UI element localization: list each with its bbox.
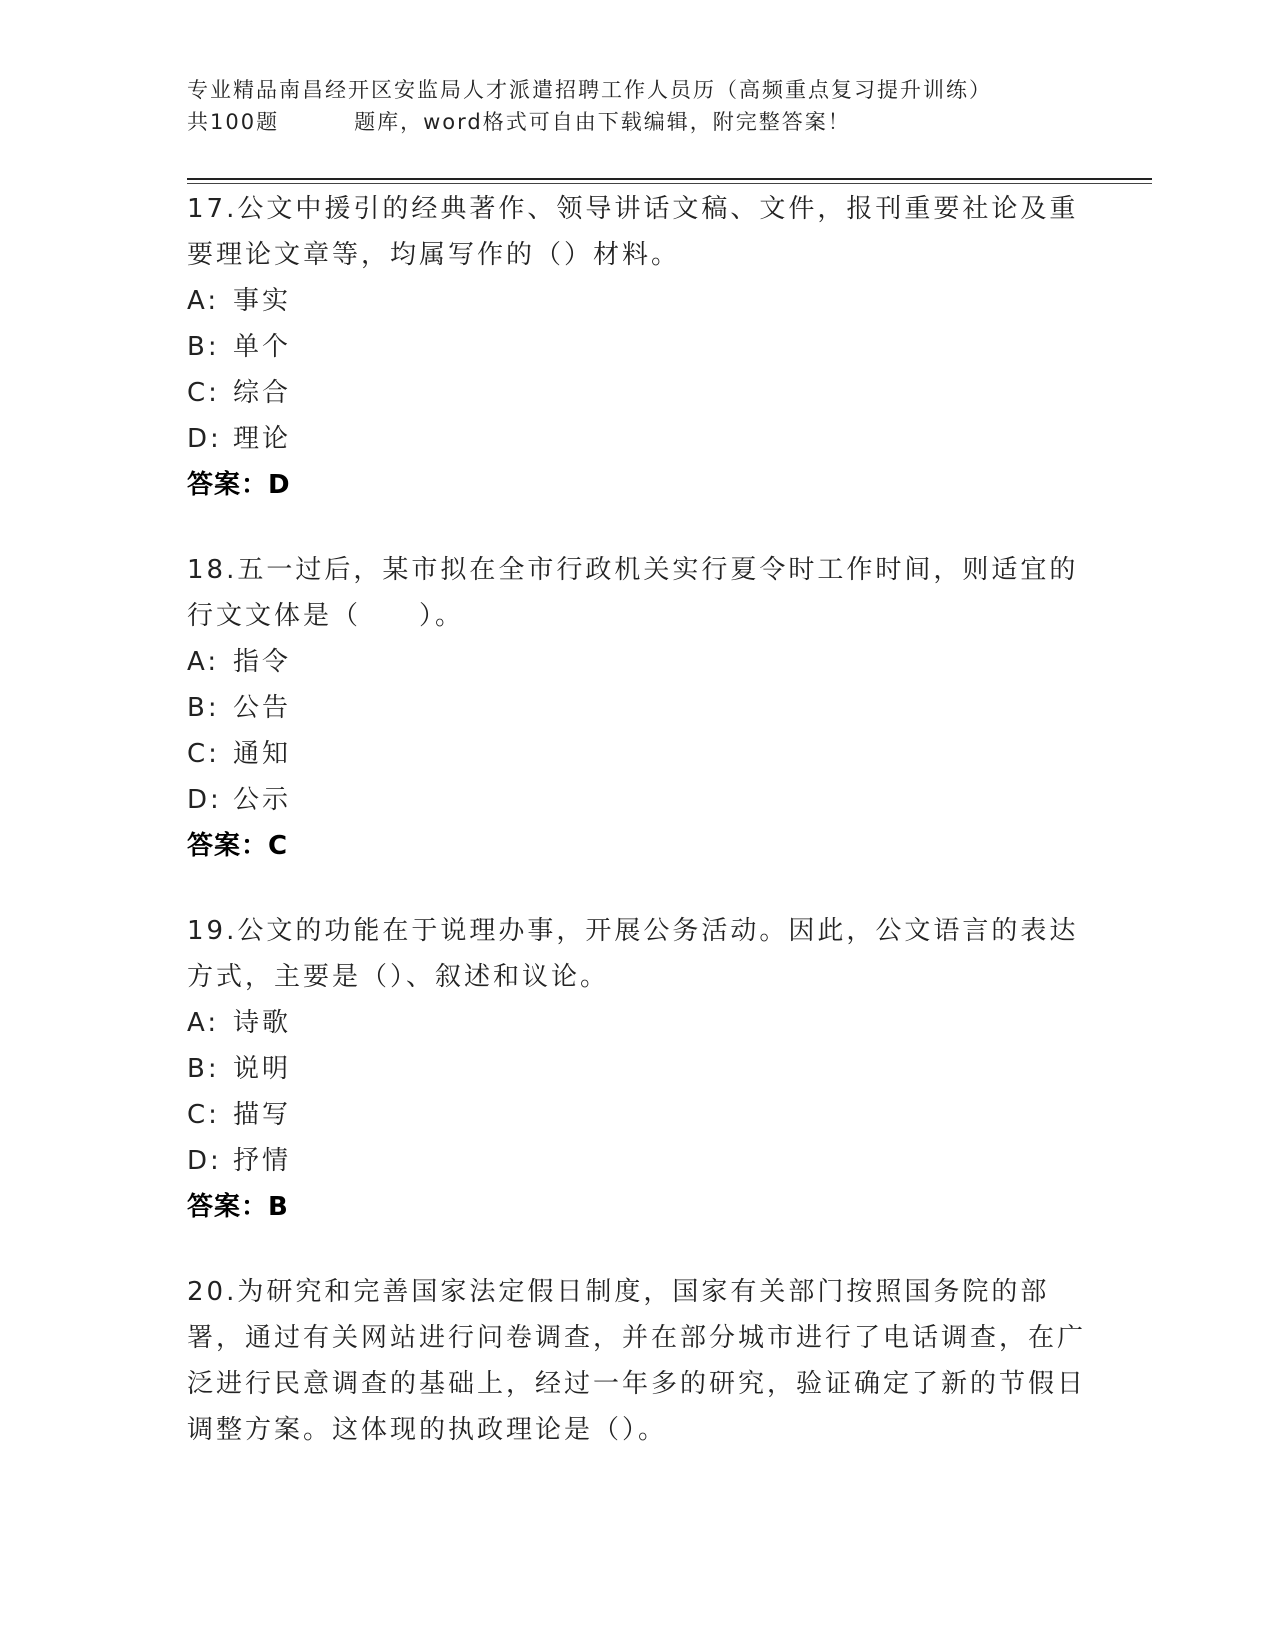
option-d [187, 777, 1087, 823]
option-letter: C: [187, 1100, 220, 1130]
option-letter: B: [187, 1054, 220, 1084]
option-b [187, 1046, 1087, 1092]
document-header [187, 74, 1087, 138]
option-text: 公示 [233, 785, 292, 815]
option-text: 说明 [233, 1054, 292, 1084]
document-subtitle [187, 106, 1087, 138]
answer: 答案：D [187, 470, 291, 500]
question-18 [187, 547, 1087, 869]
option-letter: A: [187, 286, 220, 316]
question-stem: 19.公文的功能在于说理办事，开展公务活动。因此，公文语言的表达方式，主要是（）、叙述和议论。 [187, 916, 1079, 992]
option-text: 公告 [233, 693, 292, 723]
option-d [187, 1138, 1087, 1184]
option-letter: B: [187, 332, 220, 362]
option-letter: D: [187, 1146, 222, 1176]
option-letter: A: [187, 647, 220, 677]
option-text: 事实 [233, 286, 292, 316]
option-c [187, 1092, 1087, 1138]
option-text: 理论 [233, 424, 292, 454]
option-c [187, 731, 1087, 777]
option-letter: C: [187, 739, 220, 769]
document-title: 专业精品南昌经开区安监局人才派遣招聘工作人员历（高频重点复习提升训练） [187, 78, 992, 102]
option-c [187, 370, 1087, 416]
answer: 答案：C [187, 831, 289, 861]
question-stem: 20.为研究和完善国家法定假日制度，国家有关部门按照国务院的部署，通过有关网站进行问卷调查，并在部分城市进行了电话调查，在广泛进行民意调查的基础上，经过一年多的研究，验证确定了新的节假日调整方案。这体现的执政理论是（）。 [187, 1277, 1087, 1445]
option-letter: A: [187, 1008, 220, 1038]
header-divider-thick [187, 178, 1152, 180]
option-text: 综合 [233, 378, 292, 408]
question-stem: 18.五一过后，某市拟在全市行政机关实行夏令时工作时间，则适宜的行文文体是（ ）。 [187, 555, 1079, 631]
option-letter: D: [187, 785, 222, 815]
option-a [187, 1000, 1087, 1046]
question-stem: 17.公文中援引的经典著作、领导讲话文稿、文件，报刊重要社论及重要理论文章等，均属写作的（）材料。 [187, 194, 1079, 270]
answer: 答案：B [187, 1192, 289, 1222]
option-text: 通知 [233, 739, 292, 769]
option-letter: D: [187, 424, 222, 454]
option-letter: C: [187, 378, 220, 408]
header-divider-thin [187, 183, 1152, 184]
question-20 [187, 1269, 1087, 1453]
option-a [187, 278, 1087, 324]
option-letter: B: [187, 693, 220, 723]
option-a [187, 639, 1087, 685]
question-count: 共100题 [187, 110, 280, 134]
question-19 [187, 908, 1087, 1230]
option-text: 诗歌 [233, 1008, 292, 1038]
question-17 [187, 186, 1087, 508]
option-text: 指令 [233, 647, 292, 677]
option-text: 单个 [233, 332, 292, 362]
option-b [187, 324, 1087, 370]
option-text: 抒情 [233, 1146, 292, 1176]
option-d [187, 416, 1087, 462]
option-text: 描写 [233, 1100, 292, 1130]
download-note: 题库，word格式可自由下载编辑，附完整答案！ [354, 110, 851, 134]
option-b [187, 685, 1087, 731]
